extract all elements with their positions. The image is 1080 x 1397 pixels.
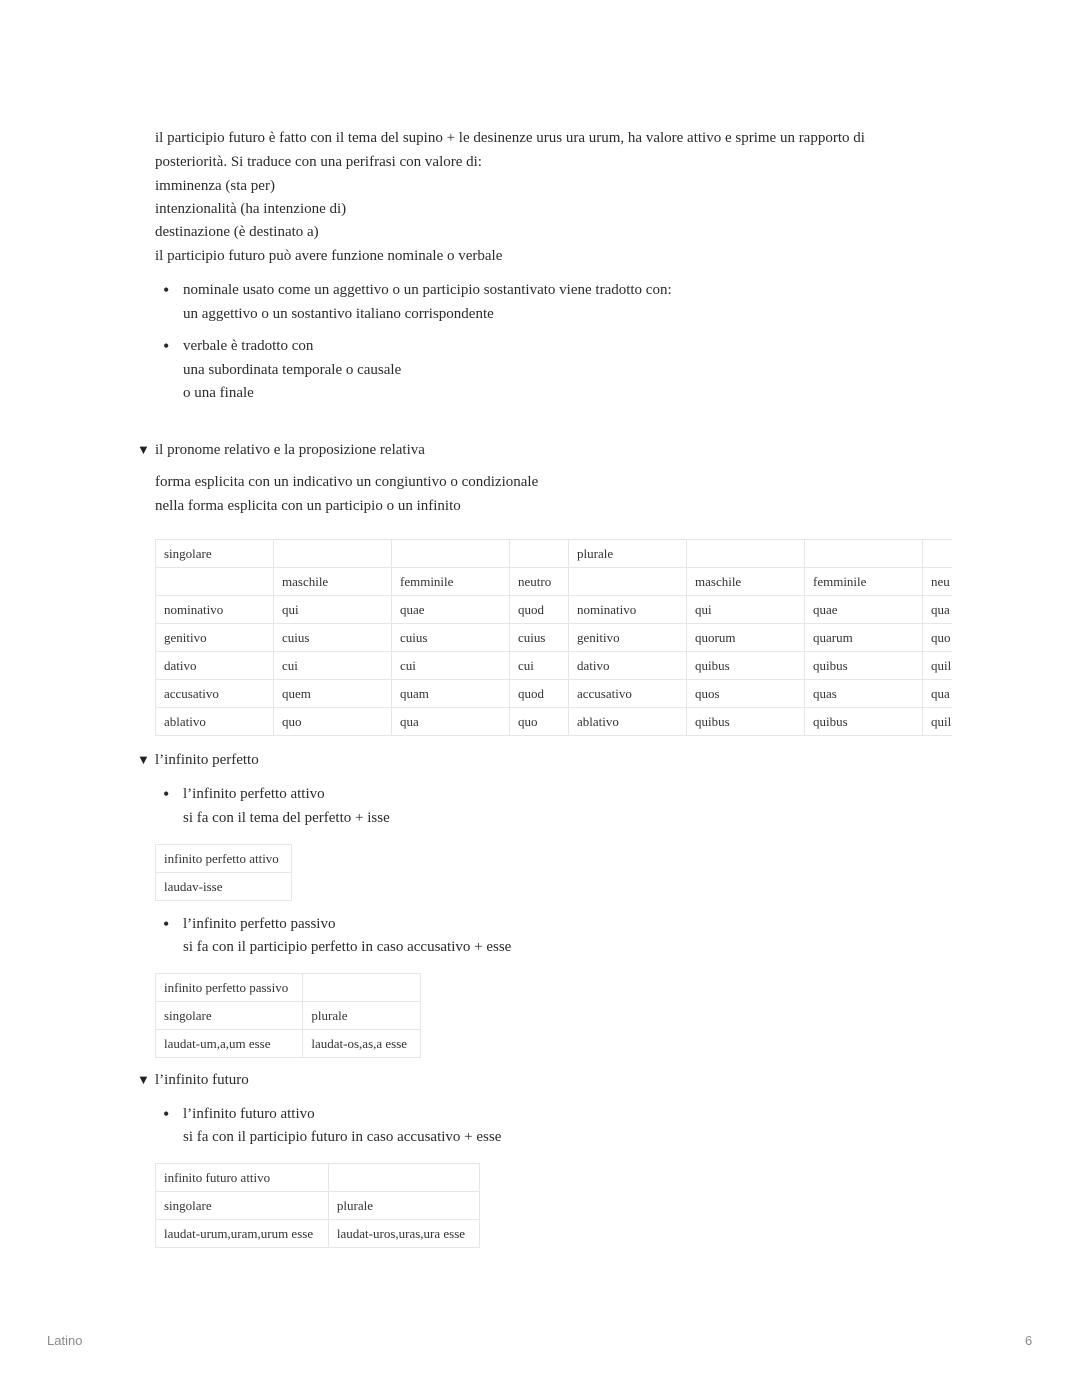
table-cell: quod [510,680,569,708]
table-cell: infinito perfetto passivo [156,974,303,1002]
table-cell: plurale [303,1002,421,1030]
table-row [156,845,292,873]
table-cell [303,974,421,1002]
table-cell: neu [923,568,953,596]
table-cell: singolare [156,540,274,568]
table-cell: quil [923,708,953,736]
text-line: posteriorità. Si traduce con una perifrasi con valore di: [155,154,482,170]
table-cell: quo [274,708,392,736]
bullet-icon: • [163,914,170,934]
table-cell: maschile [687,568,805,596]
bullet-text: si fa con il participio perfetto in caso accusativo + esse [183,939,512,955]
table-cell: qui [687,596,805,624]
table-cell: ablativo [569,708,687,736]
table-cell: quibus [687,708,805,736]
table-cell: cui [392,652,510,680]
table-cell: cuius [392,624,510,652]
bullet-icon: • [163,1104,170,1124]
table-cell: ablativo [156,708,274,736]
text-line: intenzionalità (ha intenzione di) [155,201,347,217]
table-cell: accusativo [156,680,274,708]
table-cell: quae [392,596,510,624]
table-cell [923,540,953,568]
table-cell: quibus [805,708,923,736]
table-row [156,873,292,901]
bullet-text: verbale è tradotto con [183,338,314,354]
bullet-icon: • [163,784,170,804]
bullet-text: l’infinito perfetto passivo [183,916,336,932]
table-cell: quibus [805,652,923,680]
table-cell: singolare [156,1002,303,1030]
page-number: 6 [1025,1333,1033,1348]
table-cell: qua [392,708,510,736]
bullet-text: si fa con il tema del perfetto + isse [183,810,390,826]
relative-pronoun-table [155,539,952,736]
table-row [156,680,953,708]
bullet-icon: • [163,280,170,300]
table-cell: infinito perfetto attivo [156,845,292,873]
table-cell: quorum [687,624,805,652]
bullet-text: si fa con il participio futuro in caso accusativo + esse [183,1129,502,1145]
table-cell [156,568,274,596]
toggle-triangle-icon[interactable]: ▼ [137,752,150,767]
bullet-icon: • [163,336,170,356]
table-cell: infinito futuro attivo [156,1164,329,1192]
table-cell: plurale [569,540,687,568]
relative-table-scroll[interactable] [155,539,952,743]
inf-perf-passive-table [155,973,421,1058]
table-row [156,568,953,596]
table-cell [687,540,805,568]
table-cell: laudat-um,a,um esse [156,1030,303,1058]
table-cell [510,540,569,568]
table-cell [328,1164,479,1192]
bullet-text: l’infinito perfetto attivo [183,786,325,802]
table-cell: laudat-uros,uras,ura esse [328,1220,479,1248]
table-cell [392,540,510,568]
table-cell: quo [923,624,953,652]
table-cell: quae [805,596,923,624]
text-line: nella forma esplicita con un participio o un infinito [155,498,461,514]
toggle-heading-inf-perf[interactable]: l’infinito perfetto [155,752,259,768]
table-row [156,1002,421,1030]
bullet-text: o una finale [183,385,254,401]
table-cell: quod [510,596,569,624]
table-cell: qua [923,596,953,624]
table-cell: dativo [569,652,687,680]
table-row [156,624,953,652]
table-cell: quas [805,680,923,708]
toggle-heading-inf-fut[interactable]: l’infinito futuro [155,1072,249,1088]
text-line: il participio futuro è fatto con il tema del supino + le desinenze urus ura urum, ha valore attivo e sprime un rapporto di [155,130,865,146]
table-cell: cui [510,652,569,680]
table-row [156,652,953,680]
table-row [156,1220,480,1248]
bullet-text: un aggettivo o un sostantivo italiano corrispondente [183,306,494,322]
bullet-text: nominale usato come un aggettivo o un participio sostantivato viene tradotto con: [183,282,672,298]
table-cell: cuius [274,624,392,652]
toggle-triangle-icon[interactable]: ▼ [137,442,150,457]
table-cell: genitivo [156,624,274,652]
footer-section-title: Latino [47,1333,83,1348]
table-cell [805,540,923,568]
table-row [156,1164,480,1192]
table-row [156,1192,480,1220]
table-cell: quarum [805,624,923,652]
table-cell: quos [687,680,805,708]
table-cell: nominativo [569,596,687,624]
text-line: destinazione (è destinato a) [155,224,319,240]
table-cell: dativo [156,652,274,680]
table-cell: femminile [392,568,510,596]
table-row [156,596,953,624]
table-row [156,1030,421,1058]
table-cell [274,540,392,568]
table-cell: quo [510,708,569,736]
table-row [156,540,953,568]
inf-perf-active-table [155,844,292,901]
table-cell: quem [274,680,392,708]
toggle-heading-relative[interactable]: il pronome relativo e la proposizione relativa [155,442,425,458]
bullet-text: una subordinata temporale o causale [183,362,402,378]
table-cell: maschile [274,568,392,596]
table-cell: genitivo [569,624,687,652]
table-cell: qua [923,680,953,708]
table-cell: qui [274,596,392,624]
table-cell: quam [392,680,510,708]
table-cell: cui [274,652,392,680]
bullet-text: l’infinito futuro attivo [183,1106,315,1122]
table-cell: plurale [328,1192,479,1220]
inf-fut-active-table [155,1163,480,1248]
text-line: il participio futuro può avere funzione nominale o verbale [155,248,503,264]
table-cell: accusativo [569,680,687,708]
table-cell: singolare [156,1192,329,1220]
table-cell: cuius [510,624,569,652]
table-cell: femminile [805,568,923,596]
table-cell: laudat-urum,uram,urum esse [156,1220,329,1248]
table-cell: neutro [510,568,569,596]
table-cell: quil [923,652,953,680]
table-cell: laudat-os,as,a esse [303,1030,421,1058]
table-row [156,708,953,736]
toggle-triangle-icon[interactable]: ▼ [137,1072,150,1087]
table-cell: quibus [687,652,805,680]
table-cell [569,568,687,596]
table-cell: laudav-isse [156,873,292,901]
table-row [156,974,421,1002]
table-cell: nominativo [156,596,274,624]
text-line: imminenza (sta per) [155,178,275,194]
text-line: forma esplicita con un indicativo un congiuntivo o condizionale [155,474,539,490]
